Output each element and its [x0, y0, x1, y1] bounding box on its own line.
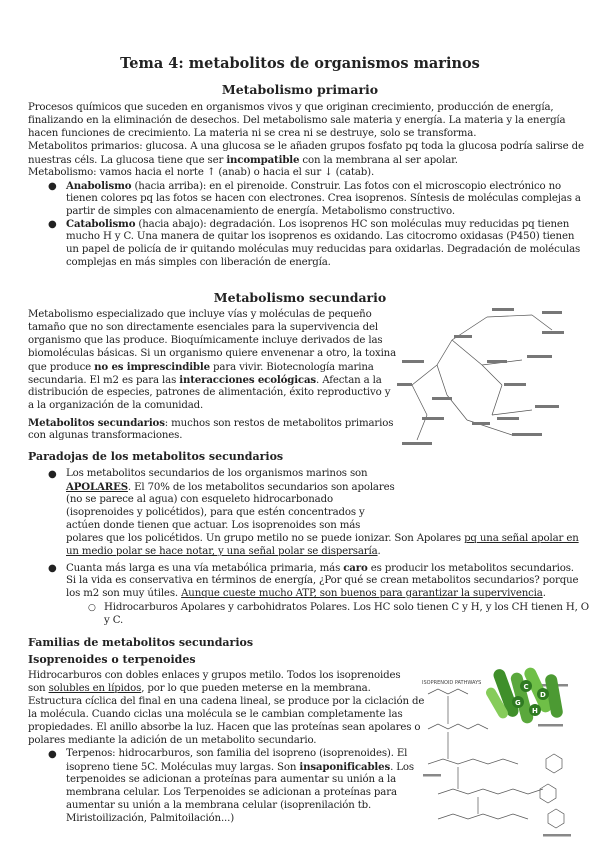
catabolismo-line4: complejas en más simples con liberación de energía.: [66, 257, 331, 268]
sec3-p1-line4: la molécula. Cuando ciclas una molécula se le cambian completamente las: [28, 709, 403, 720]
anabolismo-line1: Anabolismo (hacia arriba): en el pirenoide. Construir. Las fotos con el microscopio electrónico no: [66, 180, 561, 192]
terpenos-line3: terpenoides se adicionan a proteínas para aumentar su unión a la: [66, 774, 397, 785]
letter-c: C: [523, 683, 529, 691]
sec2-p1-line7: distribución de especies, patrones de alimentación, éxito reproductivo y: [28, 387, 391, 398]
heading-isoprenoides: Isoprenoides o terpenoides: [28, 653, 196, 666]
bullet-dot: ●: [48, 181, 57, 192]
sec2-p1-line8: a la organización de la comunidad.: [28, 400, 204, 411]
sec3-p1-line5: propiedades. El anillo absorbe la luz. Hacen que las proteínas sean apolares o: [28, 722, 421, 733]
paradox-b1-line7: un medio polar se hace notar, y una señal polar se dispersaría.: [66, 546, 381, 557]
terpenos-line6: Miristoilización, Palmitoilación...): [66, 813, 235, 824]
isoprenoid-pathways-figure: [418, 664, 578, 840]
paradox-b2-line3: los m2 son muy útiles. Aunque cueste mucho ATP, son buenos para garantizar la supervivencia.: [66, 588, 546, 599]
paradox-b1-line3: (no se parece al agua) con esqueleto hidrocarbonado: [66, 494, 333, 505]
metabolic-pathway-diagram: [392, 305, 572, 455]
sec2-p1-line3: organismo que las produce. Bioquímicamente incluye derivados de las: [28, 335, 383, 346]
paradox-b3-line1: Hidrocarburos Apolares y carbohidratos Polares. Los HC solo tienen C y H, y los CH tienen H, O: [104, 602, 589, 613]
sec2-p1-line5: que produce no es imprescindible para vivir. Biotecnología marina: [28, 361, 374, 373]
sec2-p1-line4: biomoléculas básicas. Si un organismo quiere envenenar a otro, la toxina: [28, 348, 397, 359]
paradox-b3-line2: y C.: [104, 615, 124, 626]
bullet-dot: ●: [48, 749, 57, 760]
paradox-b2-line1: Cuanta más larga es una vía metabólica primaria, más caro es producir los metabolitos secundarios.: [66, 562, 574, 574]
catabolismo-line1: Catabolismo (hacia abajo): degradación. Los isoprenos HC son moléculas muy reducidas pq tienen: [66, 218, 570, 230]
paradox-b2-line2: Si la vida es conservativa en términos de energía, ¿Por qué se crean metabolitos secundarios? porque: [66, 575, 579, 586]
letter-d: D: [540, 691, 546, 699]
bullet-dot: ●: [48, 563, 57, 574]
paradox-b1-line4: (isoprenoides y policétidos), para que estén concentrados y: [66, 507, 365, 518]
sec1-p1-line1: Procesos químicos que suceden en organismos vivos y que originan crecimiento, producción de energía,: [28, 102, 554, 113]
sec2-p2-line1: Metabolitos secundarios: muchos son restos de metabolitos primarios: [28, 417, 394, 429]
sec2-p1-line6: secundaria. El m2 es para las interacciones ecológicas. Afectan a la: [28, 374, 382, 386]
sec2-p1-line2: tamaño que no son directamente esenciales para la supervivencia del: [28, 322, 379, 333]
sec1-p1-line2: finalizando en la eliminación de desechos. Del metabolismo sale materia y energía. La materia y la energía: [28, 115, 566, 126]
sec3-p1-line6: polares mediante la adición de un metabolito secundario.: [28, 735, 317, 746]
bullet-dot: ●: [48, 469, 57, 480]
letter-h: H: [532, 707, 538, 715]
terpenos-line5: aumentar su unión a la membrana celular (isoprenilación tb.: [66, 800, 372, 811]
sec1-p2-line2: nuestras céls. La glucosa tiene que ser incompatible con la membrana al ser apolar.: [28, 154, 458, 166]
bullet-dot: ●: [48, 219, 57, 230]
anabolismo-line2: tienen colores pq las fotos se hacen con electrones. Crea isoprenos. Síntesis de moléculas complejas a: [66, 193, 581, 204]
anabolismo-line3: partir de simples con almacenamiento de energía. Metabolismo constructivo.: [66, 206, 455, 217]
sec1-p1-line3: hacen funciones de crecimiento. La materia ni se crea ni se destruye, solo se transforma.: [28, 128, 477, 139]
heading-familias: Familias de metabolitos secundarios: [28, 636, 254, 649]
sec2-p1-line1: Metabolismo especializado que incluye vías y moléculas de pequeño: [28, 309, 372, 320]
terpenos-line1: Terpenos: hidrocarburos, son familia del isopreno (isoprenoides). El: [66, 748, 408, 759]
paradox-b1-line5: actúen donde tienen que actuar. Los isoprenoides son más: [66, 520, 361, 531]
page-title: Tema 4: metabolitos de organismos marinos: [120, 55, 480, 72]
paradox-b1-line6: polares que los policétidos. Un grupo metilo no se puede ionizar. Son Apolares pq una señal apolar en: [66, 533, 579, 544]
letter-g: G: [515, 699, 521, 707]
paradox-b1-line1: Los metabolitos secundarios de los organismos marinos son: [66, 468, 368, 479]
sec2-p2-line2: con algunas transformaciones.: [28, 430, 183, 441]
heading-metabolismo-secundario: Metabolismo secundario: [213, 290, 387, 305]
catabolismo-line2: mucho H y C. Una manera de quitar los isoprenos es oxidando. Las citocromo oxidasas (P450) tienen: [66, 231, 575, 242]
sub-bullet-circle: ○: [88, 603, 96, 613]
terpenos-line2: isopreno tiene 5C. Moléculas muy largas. Son insaponificables. Los: [66, 761, 414, 773]
paradox-b1-line2: APOLARES. El 70% de los metabolitos secundarios son apolares: [66, 481, 395, 493]
terpenos-line4: membrana celular. Los Terpenoides se adicionan a proteínas para: [66, 787, 397, 798]
heading-paradojas: Paradojas de los metabolitos secundarios: [28, 450, 284, 463]
sec3-p1-line1: Hidrocarburos con dobles enlaces y grupos metilo. Todos los isoprenoides: [28, 670, 401, 681]
catabolismo-line3: un papel de policía de ir quitando moléculas muy reducidas para oxidarlas. Degradación de moléculas: [66, 244, 581, 255]
sec1-p3: Metabolismo: vamos hacia el norte ↑ (anab) o hacia el sur ↓ (catab).: [28, 167, 375, 178]
sec3-p1-line2: son solubles en lípidos, por lo que pueden meterse en la membrana.: [28, 683, 371, 694]
sec3-p1-line3: Estructura cíclica del final en una cadena lineal, se produce por la ciclación de: [28, 696, 425, 707]
heading-metabolismo-primario: Metabolismo primario: [221, 82, 379, 97]
figure-header: ISOPRENOID PATHWAYS: [422, 680, 482, 686]
sec1-p2-line1: Metabolitos primarios: glucosa. A una glucosa se le añaden grupos fosfato pq toda la glucosa podría salirse de: [28, 141, 584, 152]
